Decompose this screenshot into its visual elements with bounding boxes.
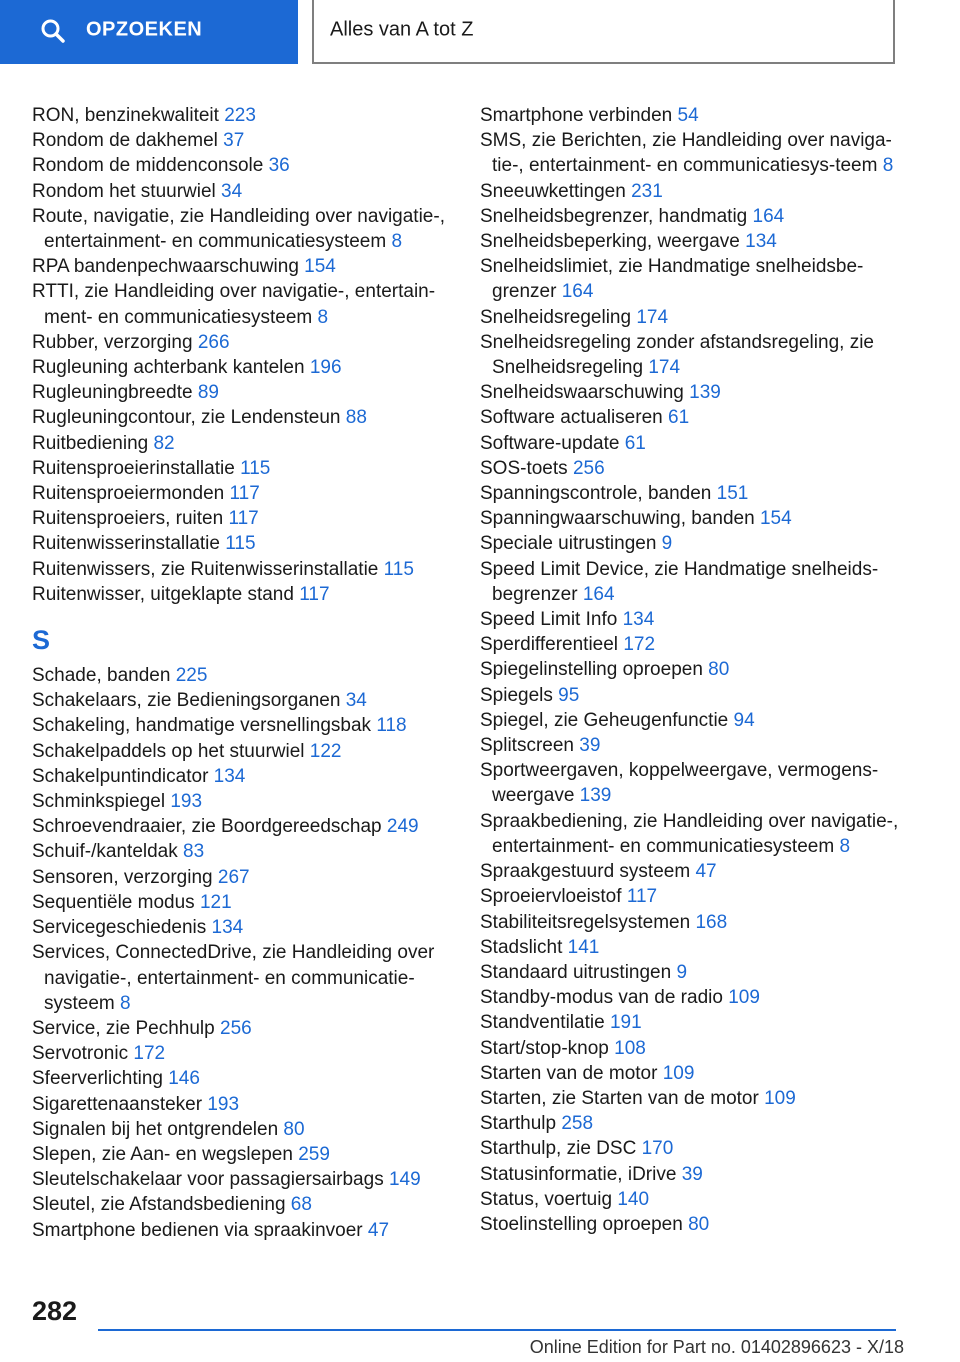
index-entry-page-link[interactable]: 115 — [240, 457, 271, 479]
index-entry-page-link[interactable]: 83 — [183, 841, 205, 863]
index-entry-page-link[interactable]: 115 — [225, 533, 256, 555]
index-entry-page-link[interactable]: 80 — [283, 1118, 305, 1140]
index-entry-text: Sigarettenaansteker — [32, 1093, 203, 1115]
index-entry — [480, 506, 900, 531]
index-entry-page-link[interactable]: 109 — [662, 1062, 695, 1084]
index-entry — [32, 506, 450, 531]
index-entry-text: RON, benzinekwaliteit — [32, 105, 219, 126]
index-entry-page-link[interactable]: 225 — [175, 665, 208, 687]
index-entry-page-link[interactable]: 9 — [661, 533, 673, 555]
index-entry — [480, 758, 900, 808]
index-entry-text: SMS, zie Berichten, zie Handleiding over naviga-tie-, entertainment- en communicatiesys-teem — [480, 130, 892, 177]
index-entry-text: Rondom de dakhemel — [32, 130, 218, 152]
index-entry-text: Spanningscontrole, banden — [480, 483, 712, 505]
index-entry-text: RTTI, zie Handleiding over navigatie-, entertain-ment- en communicatiesysteem — [32, 281, 436, 328]
index-entry-text: Splitscreen — [480, 735, 574, 757]
index-entry-page-link[interactable]: 36 — [268, 155, 290, 177]
index-entry-page-link[interactable]: 193 — [207, 1093, 240, 1115]
index-entry-text: Slepen, zie Aan- en wegslepen — [32, 1143, 293, 1165]
index-entry — [480, 809, 900, 859]
index-entry — [480, 985, 900, 1010]
index-entry-text: Snelheidsregeling — [480, 306, 632, 328]
index-entry — [32, 865, 450, 890]
index-entry — [480, 960, 900, 985]
index-entry-text: Ruitenwisserinstallatie — [32, 533, 220, 555]
index-entry-page-link[interactable]: 259 — [298, 1143, 330, 1165]
index-entry-text: Stoelinstelling oproepen — [480, 1213, 683, 1235]
search-button-label: OPZOEKEN — [86, 18, 203, 41]
index-entry-text: Servotronic — [32, 1043, 129, 1065]
index-entry — [32, 739, 450, 764]
index-entry-page-link[interactable]: 108 — [614, 1037, 646, 1059]
index-entry-page-link[interactable]: 61 — [668, 407, 690, 429]
index-entry-text: Ruitenwisser, uitgeklapte stand — [32, 583, 294, 605]
index-entry — [32, 279, 450, 329]
index-entry-page-link[interactable]: 168 — [695, 911, 728, 933]
index-entry-page-link[interactable]: 122 — [309, 740, 342, 762]
index-entry — [32, 128, 450, 153]
index-entry — [480, 657, 900, 682]
index-entry-page-link[interactable]: 54 — [677, 105, 699, 126]
index-entry-page-link[interactable]: 191 — [609, 1012, 642, 1034]
index-entry-text: Stabiliteitsregelsystemen — [480, 911, 691, 933]
index-entry-text: Starten, zie Starten van de motor — [480, 1087, 759, 1109]
index-entry — [32, 179, 450, 204]
index-entry-page-link[interactable]: 139 — [579, 785, 612, 807]
index-entry-text: Starthulp — [480, 1113, 557, 1135]
index-entry-text: Status, voertuig — [480, 1188, 613, 1210]
index-entry — [480, 1212, 900, 1237]
index-entry-text: Stadslicht — [480, 936, 563, 958]
index-entry-page-link[interactable]: 80 — [688, 1213, 710, 1235]
index-entry — [480, 128, 900, 178]
index-entry — [32, 153, 450, 178]
index-entry-text: Rondom de middenconsole — [32, 155, 264, 177]
index-entry — [32, 1192, 450, 1217]
index-entry-text: Rubber, verzorging — [32, 331, 193, 353]
index-entry-text: Sneeuwkettingen — [480, 180, 626, 202]
index-entry — [480, 456, 900, 481]
index-entry — [480, 632, 900, 657]
index-entry-text: Ruitenwissers, zie Ruitenwisserinstallatie — [32, 558, 379, 580]
index-entry — [480, 481, 900, 506]
index-entry-text: Sensoren, verzorging — [32, 866, 213, 888]
index-entry-text: Sequentiële modus — [32, 891, 195, 913]
index-entry-page-link[interactable]: 134 — [622, 609, 655, 631]
index-entry — [480, 910, 900, 935]
index-entry-text: Servicegeschiedenis — [32, 917, 207, 939]
index-entry — [480, 1111, 900, 1136]
index-entry — [480, 1086, 900, 1111]
index-entry — [32, 380, 450, 405]
index-entry-text: Rugleuning achterbank kantelen — [32, 357, 305, 379]
index-entry — [480, 557, 900, 607]
index-entry-page-link[interactable]: 134 — [213, 765, 246, 787]
index-entry — [480, 1187, 900, 1212]
index-entry-text: Speed Limit Device, zie Handmatige snelheids-begrenzer — [480, 558, 879, 605]
index-entry — [480, 683, 900, 708]
index-entry-page-link[interactable]: 249 — [386, 816, 419, 838]
index-entry-page-link[interactable]: 89 — [197, 382, 219, 404]
index-entry-text: Statusinformatie, iDrive — [480, 1163, 677, 1185]
index-entry — [480, 204, 900, 229]
top-bar — [0, 0, 960, 66]
index-entry-page-link[interactable]: 164 — [752, 205, 785, 227]
index-entry-text: Rugleuningcontour, zie Lendensteun — [32, 407, 341, 429]
index-entry — [480, 380, 900, 405]
index-entry — [480, 305, 900, 330]
index-entry-page-link[interactable]: 141 — [567, 936, 600, 958]
index-entry-page-link[interactable]: 117 — [228, 508, 259, 530]
index-entry-page-link[interactable]: 154 — [304, 256, 336, 278]
index-entry-page-link[interactable]: 172 — [133, 1043, 166, 1065]
index-entry — [480, 179, 900, 204]
index-entry — [480, 1136, 900, 1161]
index-entry-text: Smartphone verbinden — [480, 105, 673, 126]
index-entry — [32, 890, 450, 915]
index-entry-text: Spiegelinstelling oproepen — [480, 659, 703, 681]
index-entry — [32, 839, 450, 864]
index-entry — [480, 531, 900, 556]
index-entry — [32, 1167, 450, 1192]
index-entry-page-link[interactable]: 174 — [648, 357, 681, 379]
index-entry-text: Rondom het stuurwiel — [32, 180, 216, 202]
index-entry-text: Snelheidsregeling zonder afstandsregeling, zie Snelheidsregeling — [480, 331, 874, 379]
index-entry-page-link[interactable]: 8 — [882, 155, 894, 177]
index-entry-text: Speciale uitrustingen — [480, 533, 657, 555]
footer-edition: Online Edition for Part no. 01402896623 - X/18 — [529, 1337, 904, 1357]
index-entry — [480, 607, 900, 632]
index-entry-text: SOS-toets — [480, 457, 568, 479]
index-entry — [480, 229, 900, 254]
index-entry-text: Schroevendraaier, zie Boordgereedschap — [32, 816, 382, 838]
index-column-left — [32, 103, 450, 1243]
index-entry-text: Schminkspiegel — [32, 791, 166, 813]
index-entry-text: Spiegel, zie Geheugenfunctie — [480, 709, 729, 731]
index-entry-text: Standby-modus van de radio — [480, 987, 723, 1009]
index-entry — [32, 355, 450, 380]
index-entry-text: Sfeerverlichting — [32, 1068, 163, 1090]
index-entry-text: Snelheidsbegrenzer, handmatig — [480, 205, 748, 227]
section-title-tab — [312, 0, 895, 64]
index-entry-text: Software-update — [480, 432, 620, 454]
index-entry — [480, 1061, 900, 1086]
index-entry-text: RPA bandenpechwaarschuwing — [32, 256, 299, 278]
index-entry-page-link[interactable]: 68 — [290, 1194, 312, 1216]
index-entry-page-link[interactable]: 258 — [561, 1113, 594, 1135]
index-entry — [32, 1117, 450, 1142]
index-entry-page-link[interactable]: 154 — [759, 508, 792, 530]
index-entry-text: Schakelpaddels op het stuurwiel — [32, 740, 305, 762]
index-entry-text: Snelheidswaarschuwing — [480, 382, 684, 404]
index-entry-page-link[interactable]: 61 — [624, 432, 646, 454]
index-entry-text: Route, navigatie, zie Handleiding over navigatie-, entertainment- en communicatiesysteem — [32, 205, 445, 253]
index-entry-page-link[interactable]: 34 — [221, 180, 243, 202]
index-entry-page-link[interactable]: 8 — [120, 992, 131, 1014]
index-entry-page-link[interactable]: 256 — [572, 457, 605, 479]
index-entry-text: Schakeling, handmatige versnellingsbak — [32, 715, 372, 737]
index-entry-page-link[interactable]: 256 — [220, 1017, 252, 1039]
index-entry-text: Services, ConnectedDrive, zie Handleiding over navigatie-, entertainment- en communicatie-systeem — [32, 942, 435, 1014]
index-entry — [480, 733, 900, 758]
index-entry — [32, 103, 450, 128]
index-entry-text: Snelheidslimiet, zie Handmatige snelheidsbe-grenzer — [480, 256, 864, 303]
index-entry — [32, 764, 450, 789]
index-entry-page-link[interactable]: 231 — [631, 180, 663, 202]
index-entry-page-link[interactable]: 34 — [345, 690, 367, 712]
index-entry-text: Standaard uitrustingen — [480, 961, 672, 983]
index-entry-page-link[interactable]: 94 — [733, 709, 755, 731]
index-entry-page-link[interactable]: 47 — [695, 861, 717, 883]
index-entry — [480, 431, 900, 456]
index-entry-page-link[interactable]: 193 — [170, 791, 203, 813]
index-entry — [32, 481, 450, 506]
index-entry-text: Sportweergaven, koppelweergave, vermogens-weergave — [480, 760, 879, 807]
index-entry — [32, 431, 450, 456]
index-entry — [32, 531, 450, 556]
index-entry-page-link[interactable]: 151 — [716, 483, 749, 505]
index-entry-page-link[interactable]: 37 — [223, 130, 245, 152]
index-entry-text: Service, zie Pechhulp — [32, 1017, 215, 1039]
index-entry-page-link[interactable]: 164 — [582, 583, 615, 605]
index-entry-page-link[interactable]: 9 — [676, 961, 688, 983]
index-entry-page-link[interactable]: 223 — [224, 105, 256, 126]
index-entry — [32, 915, 450, 940]
index-entry-text: Smartphone bedienen via spraakinvoer — [32, 1219, 363, 1241]
index-entry-page-link[interactable]: 88 — [345, 407, 367, 429]
index-entry-text: Spraakbediening, zie Handleiding over navigatie-, entertainment- en communicatiesysteem — [480, 810, 899, 857]
index-entry — [32, 557, 450, 582]
index-entry — [32, 204, 450, 254]
index-entry-page-link[interactable]: 149 — [388, 1169, 421, 1191]
index-entry-text: Sproeiervloeistof — [480, 886, 622, 908]
index-entry-page-link[interactable]: 117 — [229, 483, 260, 505]
index-entry-text: Schade, banden — [32, 665, 171, 687]
index-entry-text: Spiegels — [480, 684, 553, 706]
index-entry — [480, 884, 900, 909]
index-letter-heading: S — [32, 625, 51, 656]
index-entry — [480, 330, 900, 380]
index-entry-text: Start/stop-knop — [480, 1037, 609, 1059]
index-entry — [480, 103, 900, 128]
index-entry — [480, 859, 900, 884]
index-entry — [480, 405, 900, 430]
index-entry-page-link[interactable]: 82 — [153, 432, 175, 454]
index-entry-page-link[interactable]: 146 — [168, 1068, 200, 1090]
index-entry — [32, 1218, 450, 1243]
index-entry-page-link[interactable]: 115 — [383, 558, 414, 580]
index-entry-page-link[interactable]: 118 — [376, 715, 407, 737]
index-entry-text: Starthulp, zie DSC — [480, 1138, 637, 1160]
footer-divider — [98, 1329, 896, 1331]
index-entry-page-link[interactable]: 109 — [764, 1087, 796, 1109]
index-entry-text: Sperdifferentieel — [480, 634, 619, 656]
index-entry-page-link[interactable]: 164 — [561, 281, 594, 303]
index-entry-page-link[interactable]: 172 — [623, 634, 656, 656]
index-entry — [32, 940, 450, 1016]
index-entry — [32, 1092, 450, 1117]
index-entry — [32, 456, 450, 481]
index-entry-page-link[interactable]: 109 — [728, 987, 760, 1009]
index-entry-page-link[interactable]: 39 — [579, 735, 601, 757]
index-entry-text: Ruitensproeierinstallatie — [32, 457, 235, 479]
index-entry-page-link[interactable]: 140 — [617, 1188, 650, 1210]
index-entry — [480, 935, 900, 960]
index-entry — [32, 789, 450, 814]
index-entry — [32, 713, 450, 738]
index-entry-page-link[interactable]: 121 — [199, 891, 232, 913]
index-entry-page-link[interactable]: 196 — [309, 357, 342, 379]
index-entry — [480, 254, 900, 304]
index-entry-page-link[interactable]: 117 — [626, 886, 658, 908]
index-entry-page-link[interactable]: 266 — [197, 331, 230, 353]
index-entry — [32, 663, 450, 688]
index-entry — [32, 254, 450, 279]
section-title: Alles van A tot Z — [330, 18, 474, 41]
index-entry — [32, 1016, 450, 1041]
search-icon — [40, 18, 66, 44]
page-number: 282 — [32, 1296, 78, 1326]
index-entry-page-link[interactable]: 8 — [317, 306, 329, 328]
index-entry-page-link[interactable]: 170 — [641, 1138, 674, 1160]
index-entry-text: Spraakgestuurd systeem — [480, 861, 691, 883]
index-entry-text: Ruitensproeiermonden — [32, 483, 225, 505]
index-entry-text: Rugleuningbreedte — [32, 382, 193, 404]
index-entry — [32, 1142, 450, 1167]
index-entry — [32, 1041, 450, 1066]
index-entry-text: Ruitensproeiers, ruiten — [32, 508, 224, 530]
index-entry-text: Ruitbediening — [32, 432, 149, 454]
index-entry-text: Schakelpuntindicator — [32, 765, 209, 787]
index-entry-text: Software actualiseren — [480, 407, 663, 429]
index-entry — [480, 1162, 900, 1187]
index-entry-text: Standventilatie — [480, 1012, 605, 1034]
index-entry-page-link[interactable]: 134 — [745, 231, 777, 253]
index-entry-page-link[interactable]: 267 — [217, 866, 250, 888]
index-entry-page-link[interactable]: 80 — [708, 659, 730, 681]
index-entry-page-link[interactable]: 47 — [367, 1219, 390, 1241]
index-entry-text: Spanningwaarschuwing, banden — [480, 508, 755, 530]
index-entry-page-link[interactable]: 95 — [558, 684, 580, 706]
index-entry — [32, 1066, 450, 1091]
index-entry-page-link[interactable]: 117 — [299, 583, 330, 605]
index-entry-page-link[interactable]: 39 — [681, 1163, 703, 1185]
index-entry — [32, 814, 450, 839]
index-entry-text: Snelheidsbeperking, weergave — [480, 231, 740, 253]
index-entry-page-link[interactable]: 8 — [839, 835, 851, 857]
index-entry-text: Signalen bij het ontgrendelen — [32, 1118, 279, 1140]
index-entry-text: Schuif-/kanteldak — [32, 841, 178, 863]
search-button[interactable] — [0, 0, 298, 64]
index-entry-text: Sleutel, zie Afstandsbediening — [32, 1194, 286, 1216]
index-entry-page-link[interactable]: 8 — [391, 231, 403, 253]
index-entry-text: Sleutelschakelaar voor passagiersairbags — [32, 1169, 384, 1191]
index-column-right — [480, 103, 900, 1237]
index-entry-text: Speed Limit Info — [480, 609, 618, 631]
index-entry-page-link[interactable]: 134 — [211, 917, 244, 939]
index-entry — [32, 330, 450, 355]
index-entry — [480, 1010, 900, 1035]
index-entry — [32, 405, 450, 430]
index-entry — [32, 582, 450, 607]
index-entry-page-link[interactable]: 139 — [689, 382, 721, 404]
index-entry-text: Schakelaars, zie Bedieningsorganen — [32, 690, 341, 712]
index-entry — [480, 708, 900, 733]
index-entry — [32, 688, 450, 713]
index-entry — [480, 1036, 900, 1061]
index-entry-page-link[interactable]: 174 — [636, 306, 669, 328]
index-entry-text: Starten van de motor — [480, 1062, 658, 1084]
